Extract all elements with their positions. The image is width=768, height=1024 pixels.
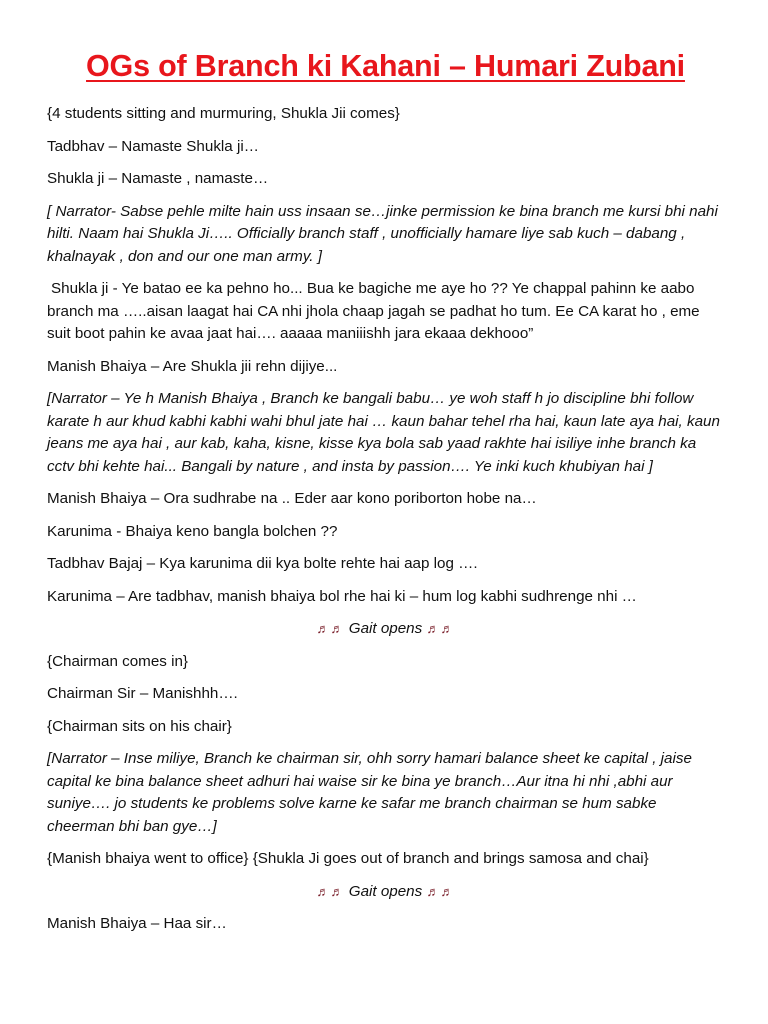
- music-note-icon: ♬♬: [426, 621, 455, 636]
- dialogue-line: Manish Bhaiya – Haa sir…: [47, 915, 227, 932]
- music-note-icon: ♬♬: [426, 883, 455, 899]
- dialogue-line: Tadbhav – Namaste Shukla ji…: [47, 137, 259, 155]
- stage-direction: {Chairman comes in}: [47, 652, 188, 670]
- dialogue-line: Shukla ji - Ye batao ee ka pehno ho... Bua ke bagiche me aye ho ?? Ye chappal pahinn ke aabo branch ma …..aisan laagat hai CA nhi jhola chaap jagah se padhat ho tum. Ee CA karat ho , eme suit boot pahin ke avaa jaat hai…. aaaaa maniiishh jara ekaaa dekhooo”: [47, 280, 700, 342]
- document-title: OGs of Branch ki Kahani – Humari Zubani: [86, 49, 685, 83]
- dialogue-line: Shukla ji – Namaste , namaste…: [47, 170, 269, 187]
- gait-opens-line: [47, 618, 724, 641]
- gait-opens-line: [47, 881, 724, 904]
- narrator-paragraph: [ Narrator- Sabse pehle milte hain uss insaan se…jinke permission ke bina branch me kursi bhi nahi hilti. Naam hai Shukla Ji….. Officially branch staff , unofficially hamare liye sab kuch – dabang , khalnayak , don and our one man army. ]: [47, 202, 718, 265]
- narrator-paragraph: [Narrator – Inse miliye, Branch ke chairman sir, ohh sorry hamari balance sheet ke capital , jaise capital ke bina balance sheet adhuri hai waise sir ke bina ye branch…Aur itna hi nhi ,abhi aur suniye…. jo students ke problems solve karne ke safar me branch chairman se hum sabke cheerman bhi ban gye…]: [47, 750, 692, 835]
- music-note-icon: ♬♬: [316, 883, 345, 899]
- dialogue-line: Chairman Sir – Manishhh….: [47, 685, 238, 702]
- stage-direction: {Chairman sits on his chair}: [47, 717, 232, 735]
- dialogue-line: Karunima - Bhaiya keno bangla bolchen ??: [47, 522, 338, 540]
- gait-opens-text: Gait opens: [348, 882, 423, 900]
- dialogue-line: Tadbhav Bajaj – Kya karunima dii kya bolte rehte hai aap log ….: [47, 555, 478, 572]
- music-note-icon: ♬♬: [316, 621, 345, 636]
- stage-direction: {Manish bhaiya went to office} {Shukla Ji goes out of branch and brings samosa and chai}: [47, 850, 649, 867]
- narrator-paragraph: [Narrator – Ye h Manish Bhaiya , Branch ke bangali babu… ye woh staff h jo discipline bhi follow karate h aur khud kabhi kabhi wahi bhul jate hai … kaun bahar tehel rha hai, kaun late aya hai, kaun jeans me aya hai , aur kab, kaha, kisne, kisse kya bola sab yaad rakhte hai isiliye inhe branch ka cctv bhi kehte hai... Bangali by nature , and insta by passion…. Ye inki kuch khubiyan hai ]: [47, 390, 720, 475]
- gait-opens-text: Gait opens: [348, 620, 423, 637]
- dialogue-line: Karunima – Are tadbhav, manish bhaiya bol rhe hai ki – hum log kabhi sudhrenge nhi …: [47, 587, 637, 605]
- dialogue-line: Manish Bhaiya – Are Shukla jii rehn dijiye...: [47, 357, 338, 375]
- stage-direction: {4 students sitting and murmuring, Shukla Jii comes}: [47, 105, 400, 122]
- dialogue-line: Manish Bhaiya – Ora sudhrabe na .. Eder aar kono poriborton hobe na…: [47, 490, 537, 507]
